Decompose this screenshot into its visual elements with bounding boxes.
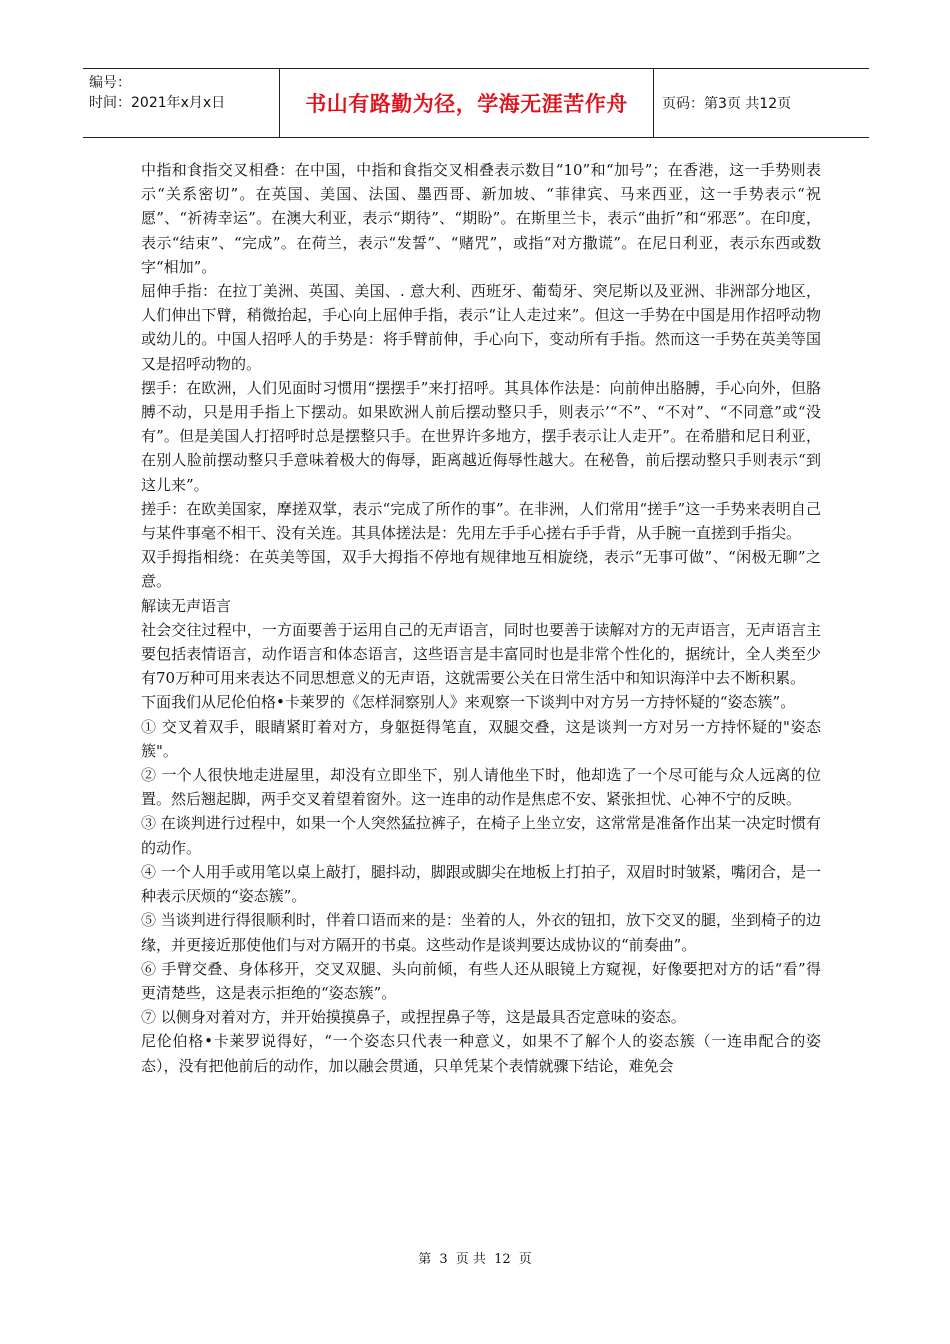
paragraph-waving-hand: 摆手：在欧洲，人们见面时习惯用“摆摆手”来打招呼。其具体作法是：向前伸出胳膊，手心向外，但胳膊不动，只是用手指上下摆动。如果欧洲人前后摆动整只手，则表示’“不”、“不对”、“不同意”或“没有”。但是美国人打招呼时总是摆整只手。在世界许多地方，摆手表示让人走开”。在希腊和尼日利亚，在别人脸前摆动整只手意味着极大的侮辱，距离越近侮辱性越大。在秘鲁，前后摆动整只手则表示“到这儿来”。 [141, 378, 821, 494]
list-item-3: ③ 在谈判进行过程中，如果一个人突然猛拉裤子，在椅子上坐立安，这常常是准备作出某一决定时惯有的动作。 [141, 814, 821, 857]
document-number-label: 编号： [89, 75, 131, 91]
list-item-4: ④ 一个人用手或用笔以桌上敲打，腿抖动，脚跟或脚尖在地板上打拍子，双眉时时皱紧，嘴闭合，是一种表示厌烦的“姿态簇”。 [141, 862, 821, 906]
list-item-7: ⑦ 以侧身对着对方，并开始摸摸鼻子，或捏捏鼻子等，这是最具否定意味的姿态。 [141, 1008, 686, 1027]
paragraph-social-interaction: 社会交往过程中，一方面要善于运用自己的无声语言，同时也要善于读解对方的无声语言，无声语言主要包括表情语言，动作语言和体态语言，这些语言是丰富同时也是非常个性化的，据统计，全人类至少有70万种可用来表达不同思想意义的无声语，这就需要公关在日常生活中和知识海洋中去不断积累。 [141, 620, 821, 688]
paragraph-rubbing-hands: 搓手：在欧美国家，摩搓双掌，表示“完成了所作的事”。在非洲，人们常用“搓手”这一手势来表明自己与某件事毫不相干、没有关连。其具体搓法是：先用左手手心搓右手手背，从手腕一直搓到手指尖。 [141, 499, 821, 543]
paragraph-conclusion: 尼伦伯格•卡莱罗说得好，“一个姿态只代表一种意义，如果不了解个人的姿态簇（一连串配合的姿态），没有把他前后的动作，加以融会贯通，只单凭某个表情就骤下结论，难免会 [141, 1032, 821, 1075]
document-date-label: 时间：2021年x月x日 [89, 95, 226, 111]
paragraph-beckoning-fingers: 屈伸手指：在拉丁美洲、英国、美国、. 意大利、西班牙、葡萄牙、突尼斯以及亚洲、非洲部分地区，人们伸出下臂，稍微抬起，手心向上屈伸手指，表示“让人走过来”。但这一手势在中国是用作招呼动物或幼儿的。中国人招呼人的手势是：将手臂前伸，手心向下，变动所有手指。然而这一手势在英美等国又是招呼动物的。 [141, 282, 821, 373]
document-body [141, 158, 821, 1078]
paragraph-intro-gesture-clusters: 下面我们从尼伦伯格•卡莱罗的《怎样洞察别人》来观察一下谈判中对方另一方持怀疑的“姿态簇”。 [141, 693, 796, 712]
header-motto-cell [280, 69, 654, 137]
page-footer [0, 1248, 950, 1267]
header-page-info: 页码：第3页 共12页 [662, 96, 792, 112]
header-motto: 书山有路勤为径，学海无涯苦作舟 [305, 92, 628, 116]
list-item-1: ① 交叉着双手，眼睛紧盯着对方，身躯挺得笔直，双腿交叠，这是谈判一方对另一方持怀疑的"姿态簇"。 [141, 717, 821, 760]
list-item-6: ⑥ 手臂交叠、身体移开，交叉双腿、头向前倾，有些人还从眼镜上方窥视，好像要把对方的话“看”得更清楚些，这是表示拒绝的“姿态簇”。 [141, 959, 821, 1002]
list-item-2: ② 一个人很快地走进屋里，却没有立即坐下，别人请他坐下时，他却选了一个尽可能与众人远离的位置。然后翘起脚，两手交叉着望着窗外。这一连串的动作是焦虑不安、紧张担忧、心神不宁的反映。 [141, 766, 821, 809]
footer-page-number: 3 [439, 1252, 448, 1267]
footer-prefix: 第 [418, 1252, 432, 1267]
section-heading: 解读无声语言 [141, 596, 232, 615]
paragraph-crossed-fingers: 中指和食指交叉相叠：在中国，中指和食指交叉相叠表示数目“10”和“加号”；在香港，这一手势则表示“关系密切”。在英国、美国、法国、墨西哥、新加坡、“菲律宾、马来西亚，这一手势表示“祝愿”、“祈祷幸运”。在澳大利亚，表示“期待”、“期盼”。在斯里兰卡，表示“曲折”和“邪恶”。在印度，表示“结束”、“完成”。在荷兰，表示“发誓”、“赌咒”，或指“对方撒谎”。在尼日利亚，表示东西或数字“相加”。 [141, 161, 821, 276]
footer-total-pages: 12 [494, 1252, 511, 1267]
header-page-cell [654, 69, 869, 137]
list-item-5: ⑤ 当谈判进行得很顺利时，伴着口语而来的是：坐着的人，外衣的钮扣，放下交叉的腿，坐到椅子的边缘，并更接近那使他们与对方隔开的书桌。这些动作是谈判要达成协议的“前奏曲”。 [141, 911, 821, 954]
footer-suffix: 页 [518, 1252, 532, 1267]
footer-mid: 页 共 [455, 1252, 486, 1267]
header-table [83, 68, 869, 138]
header-meta-cell [83, 69, 280, 137]
paragraph-twiddling-thumbs: 双手拇指相绕：在英美等国，双手大拇指不停地有规律地互相旋绕，表示“无事可做”、“闲极无聊”之意。 [141, 548, 821, 591]
